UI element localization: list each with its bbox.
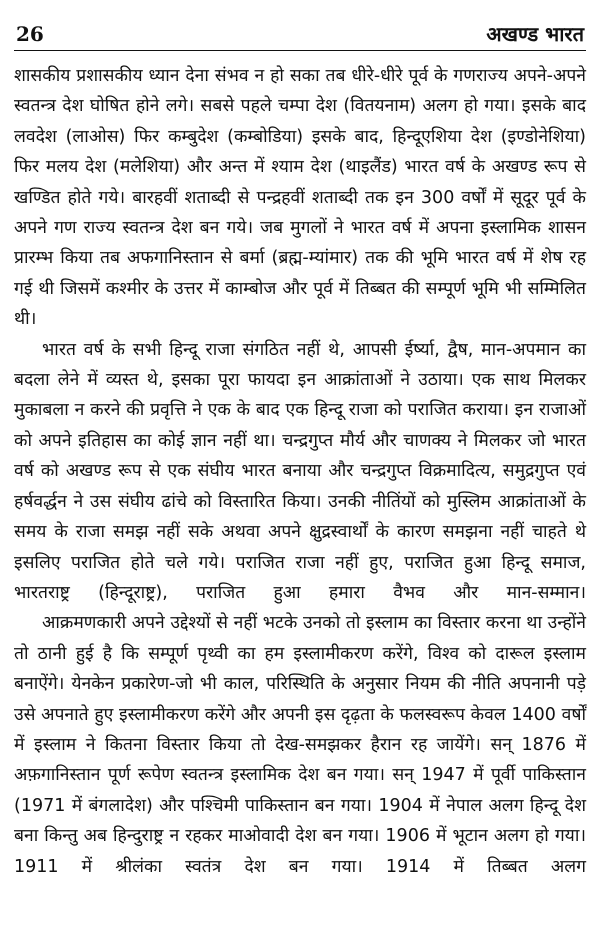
paragraph-2: भारत वर्ष के सभी हिन्दू राजा संगठित नहीं थे, आपसी ईर्ष्या, द्वैष, मान-अपमान का बदला लेने में व्यस्त थे, इसका पूरा फायदा इन आक्रांताओं ने उठाया। एक साथ मिलकर मुकाबला न करने की प्रवृत्ति ने एक के बाद एक हिन्दू राजा को पराजित कराया। इन राजाओं को अपने इतिहास का कोई ज्ञान नहीं था। चन्द्रगुप्त मौर्य और चाणक्य ने मिलकर जो भारत वर्ष को अखण्ड रूप से एक संघीय भारत बनाया और चन्द्रगुप्त विक्रमादित्य, समुद्रगुप्त एवं हर्षवर्द्धन ने उस संघीय ढांचे को विस्तारित किया। उनकी नीतिंयों को मुस्लिम आक्रांताओं के समय के राजा समझ नहीं सके अथवा अपने क्षुद्रस्वार्थों के कारण समझना नहीं चाहते थे इसलिए पराजित होते चले गये। पराजित राजा नहीं हुए, पराजित हुआ हिन्दू समाज, भारतराष्ट्र (हिन्दूराष्ट्र), पराजित हुआ हमारा वैभव और मान-सम्मान।: [14, 339, 586, 603]
paragraph-3: आक्रमणकारी अपने उद्देश्यों से नहीं भटके उनको तो इस्लाम का विस्तार करना था उन्होंने तो ठानी हुई है कि सम्पूर्ण पृथ्वी का हम इस्लामीकरण करेंगे, विश्व को दारूल इस्लाम बनाऐंगे। येनकेन प्रकारेण-जो भी काल, परिस्थिति के अनुसार नियम की नीति अपनानी पड़े उसे अपनाते हुए इस्लामीकरण करेंगे और अपनी इस दृढ़ता के फलस्वरूप केवल 1400 वर्षों में इस्लाम ने कितना विस्तार किया तो देख-समझकर हैरान रह जायेंगे। सन् 1876 में अफ़गानिस्तान पूर्ण रूपेण स्वतन्त्र इस्लामिक देश बन गया। सन् 1947 में पूर्वी पाकिस्तान (1971 में बंगलादेश) और पश्चिमी पाकिस्तान बन गया। 1904 में नेपाल अलग हिन्दू देश बना किन्तु अब हिन्दुराष्ट्र न रहकर माओवादी देश बन गया। 1906 में भूटान अलग हो गया। 1911 में श्रीलंका स्वतंत्र देश बन गया। 1914 में तिब्बत अलग: [14, 613, 586, 877]
running-title: अखण्ड भारत: [486, 22, 584, 46]
page-number: 26: [16, 22, 44, 46]
page-header: [14, 0, 586, 48]
paragraph-1: शासकीय प्रशासकीय ध्यान देना संभव न हो सका तब धीरे-धीरे पूर्व के गणराज्य अपने-अपने स्वतन्त्र देश घोषित होने लगे। सबसे पहले चम्पा देश (वितयनाम) अलग हो गया। इसके बाद लवदेश (लाओस) फिर कम्बुदेश (कम्बोडिया) इसके बाद, हिन्दूएशिया देश (इण्डोनेशिया) फिर मलय देश (मलेशिया) और अन्त में श्याम देश (थाइलैंड) भारत वर्ष के अखण्ड रूप से खण्डित होते गये। बारहवीं शताब्दी से पन्द्रहवीं शताब्दी तक इन 300 वर्षों में सूदूर पूर्व के अपने गण राज्य स्वतन्त्र देश बन गये। जब मुगलों ने भारत वर्ष में अपना इस्लामिक शासन प्रारम्भ किया तब अफगानिस्तान से बर्मा (ब्रह्म-म्यांमार) तक की भूमि भारत वर्ष में शेष रह गई थी जिसमें कश्मीर के उत्तर में काम्बोज और पूर्व में तिब्बत की सम्पूर्ण भूमि भी सम्मिलित थी।: [14, 66, 586, 330]
body-text: [14, 61, 586, 882]
book-page: [14, 0, 586, 948]
header-divider: [14, 50, 586, 51]
